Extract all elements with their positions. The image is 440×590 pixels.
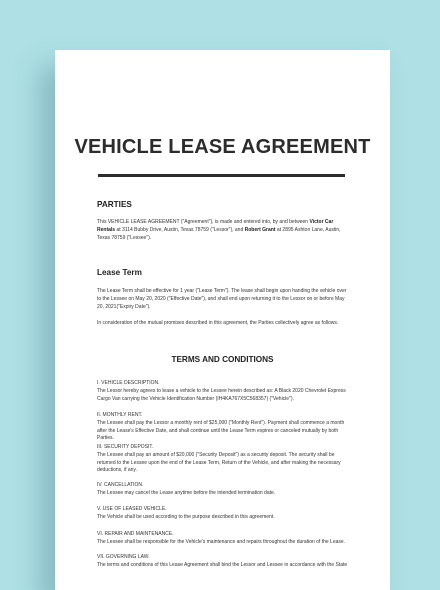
term-body: The Lessee may cancel the Lease anytime before the intended termination date. [97,489,276,496]
term-heading: V. USE OF LEASED VEHICLE. [97,506,167,512]
parties-text-1: This VEHICLE LEASE AGREEMENT ("Agreement"), is made and entered into, by and between [97,219,310,225]
lessee-name: Robert Grant [244,226,276,233]
term-heading: I. VEHICLE DESCRIPTION. [97,380,160,386]
parties-paragraph [97,219,349,242]
term-body: The Lessor hereby agrees to lease a vehicle to the Lessee herein described as: A Black 2020 Chevrolet Express Cargo Van carrying the Vehicle Identification Number (IH4KA767X5C568357) ("Vehicle"). [97,387,346,402]
term-item-1 [97,380,349,403]
term-item-6 [97,531,349,547]
term-body: The Lessee shall be responsible for the Vehicle's maintenance and repairs throughout the duration of the Lease. [97,538,346,545]
term-body: The Vehicle shall be used according to the purpose described in this agreement. [97,513,275,520]
term-heading: VII. GOVERNING LAW. [97,554,150,560]
term-item-4 [97,482,349,498]
parties-text-3: at 2895 Ashton Lane, Austin, Texas 78759 ("Lessee"). [97,226,341,241]
lease-term-heading: Lease Term [97,268,142,277]
lease-term-paragraph-2: In consideration of the mutual promises described in this agreement, the Parties collectively agree as follows. [97,320,339,326]
lease-term-paragraph-1: The Lease Term shall be effective for 1 year ("Lease Term"). The lease shall begin upon handing the vehicle over to the Lessee on May 20, 2020 ("Effective Date"), and shall end upon returning it to the Lessor on or before May 20, 2021("Expiry Date"). [97,288,347,310]
parties-heading: PARTIES [97,200,132,209]
term-body: The Lessee shall pay the Lessor a monthly rent of $25,000 ("Monthly Rent"). Payment shall commence a month after the Lease's Effective Date, and shall continue until the Lease Term expires or canceled mutually by both Parties. [97,419,345,442]
title-divider [98,174,345,177]
term-heading: II. MONTHLY RENT. [97,412,143,418]
lessor-name: Victor Car Rentals [97,219,334,233]
term-item-7 [97,554,349,570]
term-item-3 [97,444,349,475]
document-page [55,50,390,590]
document-title: VEHICLE LEASE AGREEMENT [74,136,371,158]
term-item-5 [97,506,349,522]
term-body: The terms and conditions of this Lease Agreement shall bind the Lessor and Lessee in accordance with the State [97,561,348,568]
terms-heading: TERMS AND CONDITIONS [171,355,274,364]
term-item-2 [97,412,349,443]
term-heading: IV. CANCELLATION. [97,482,144,488]
term-body: The Lessee shall pay an amount of $20,000 ("Security Deposit") as a security deposit. The security shall be returned to the Lessee upon the end of the Lease Term, Return of the Vehicle, and after making the necessary deductions, if any. [97,451,341,474]
term-heading: VI. REPAIR AND MAINTENANCE. [97,531,174,537]
term-heading: III. SECURITY DEPOSIT. [97,444,154,450]
parties-text-2: at 3114 Bubby Drive, Austin, Texas 78759 ("Lessor"), and [115,226,245,233]
